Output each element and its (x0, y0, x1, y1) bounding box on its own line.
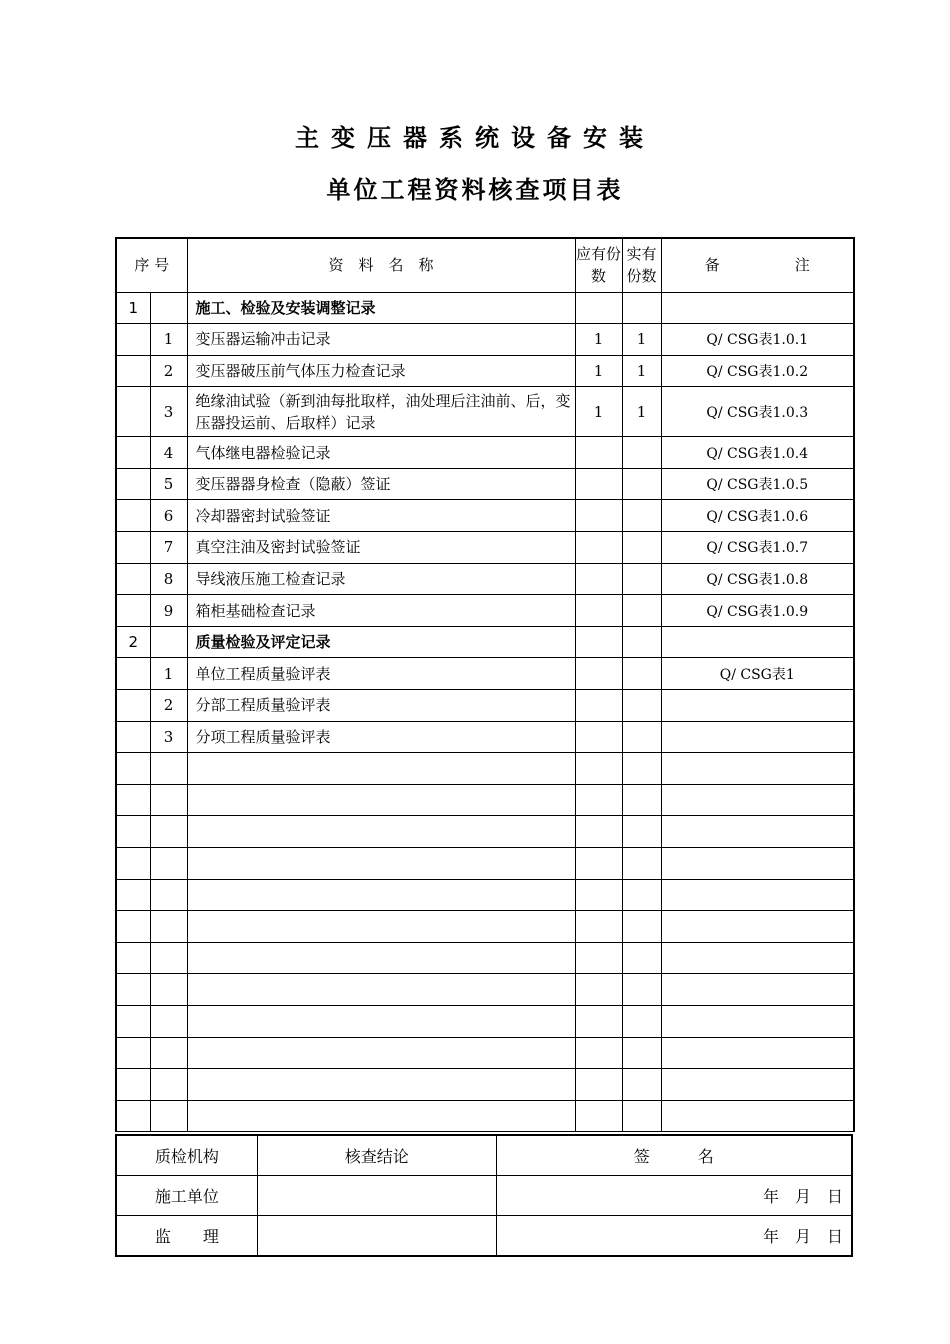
empty-remark-cell[interactable] (661, 1005, 854, 1037)
table-row (116, 355, 854, 387)
empty-remark-cell[interactable] (661, 879, 854, 911)
section-cell (116, 563, 150, 595)
empty-actual-cell[interactable] (622, 1100, 661, 1132)
empty-should-cell[interactable] (575, 848, 622, 880)
empty-no-cell[interactable] (150, 911, 187, 943)
header-row (116, 238, 854, 292)
section-cell (116, 595, 150, 627)
item-number: 5 (150, 468, 187, 500)
materials-table (115, 237, 855, 1132)
section-title: 施工、检验及安装调整记录 (187, 292, 575, 324)
empty-no-cell[interactable] (150, 1100, 187, 1132)
should-have-count: 1 (575, 355, 622, 387)
actual-count (622, 468, 661, 500)
item-name: 变压器运输冲击记录 (187, 324, 575, 356)
empty-row (116, 911, 854, 943)
empty-should-cell[interactable] (575, 974, 622, 1006)
item-remark: Q/ CSG表1.0.2 (661, 355, 854, 387)
item-name: 变压器器身检查（隐蔽）签证 (187, 468, 575, 500)
signature-table (115, 1134, 853, 1257)
item-name: 分项工程质量验评表 (187, 721, 575, 753)
empty-row (116, 1005, 854, 1037)
construction-date[interactable]: 年 月 日 (496, 1176, 852, 1216)
empty-row (116, 1069, 854, 1101)
empty-name-cell[interactable] (187, 753, 575, 785)
empty-seq-cell[interactable] (116, 1005, 150, 1037)
empty-remark-cell[interactable] (661, 816, 854, 848)
empty-no-cell[interactable] (150, 942, 187, 974)
supervision-date[interactable]: 年 月 日 (496, 1216, 852, 1257)
should-have-count (575, 658, 622, 690)
header-actual: 实有份数 (622, 238, 661, 292)
item-name: 绝缘油试验（新到油每批取样，油处理后注油前、后，变压器投运前、后取样）记录 (187, 387, 575, 437)
empty-no-cell[interactable] (150, 1069, 187, 1101)
section-cell (116, 355, 150, 387)
table-row (116, 721, 854, 753)
empty-seq-cell[interactable] (116, 879, 150, 911)
table-row (116, 437, 854, 469)
item-name: 单位工程质量验评表 (187, 658, 575, 690)
empty-name-cell[interactable] (187, 911, 575, 943)
section-subnumber (150, 292, 187, 324)
should-have-cell (575, 626, 622, 658)
table-body (116, 292, 854, 1132)
table-row (116, 532, 854, 564)
empty-actual-cell[interactable] (622, 879, 661, 911)
empty-name-cell[interactable] (187, 974, 575, 1006)
empty-remark-cell[interactable] (661, 974, 854, 1006)
signature-label: 签 名 (496, 1135, 852, 1176)
item-remark: Q/ CSG表1.0.6 (661, 500, 854, 532)
table-row (116, 324, 854, 356)
should-have-count (575, 721, 622, 753)
item-remark: Q/ CSG表1.0.4 (661, 437, 854, 469)
section-cell (116, 468, 150, 500)
section-cell (116, 721, 150, 753)
should-have-count (575, 437, 622, 469)
empty-seq-cell[interactable] (116, 1100, 150, 1132)
table-row (116, 500, 854, 532)
table-row (116, 563, 854, 595)
item-remark (661, 721, 854, 753)
empty-seq-cell[interactable] (116, 1069, 150, 1101)
item-remark: Q/ CSG表1.0.8 (661, 563, 854, 595)
item-remark: Q/ CSG表1 (661, 658, 854, 690)
empty-name-cell[interactable] (187, 1037, 575, 1069)
empty-remark-cell[interactable] (661, 1100, 854, 1132)
section-cell (116, 500, 150, 532)
empty-actual-cell[interactable] (622, 784, 661, 816)
empty-seq-cell[interactable] (116, 911, 150, 943)
item-number: 3 (150, 387, 187, 437)
section-row (116, 292, 854, 324)
empty-remark-cell[interactable] (661, 784, 854, 816)
item-name: 气体继电器检验记录 (187, 437, 575, 469)
empty-actual-cell[interactable] (622, 816, 661, 848)
empty-no-cell[interactable] (150, 1037, 187, 1069)
should-have-count (575, 595, 622, 627)
empty-name-cell[interactable] (187, 1100, 575, 1132)
empty-should-cell[interactable] (575, 942, 622, 974)
item-number: 2 (150, 355, 187, 387)
conclusion-label: 核查结论 (257, 1135, 496, 1176)
actual-count (622, 532, 661, 564)
empty-should-cell[interactable] (575, 816, 622, 848)
section-cell (116, 658, 150, 690)
section-cell (116, 387, 150, 437)
actual-count (622, 563, 661, 595)
supervision-conclusion-cell[interactable] (257, 1216, 496, 1257)
empty-seq-cell[interactable] (116, 1037, 150, 1069)
empty-should-cell[interactable] (575, 1100, 622, 1132)
table-row (116, 387, 854, 437)
empty-row (116, 848, 854, 880)
empty-actual-cell[interactable] (622, 1005, 661, 1037)
empty-remark-cell[interactable] (661, 753, 854, 785)
header-remark: 备 注 (661, 238, 854, 292)
actual-cell (622, 626, 661, 658)
section-cell (116, 437, 150, 469)
item-remark: Q/ CSG表1.0.3 (661, 387, 854, 437)
actual-count (622, 690, 661, 722)
item-remark: Q/ CSG表1.0.9 (661, 595, 854, 627)
empty-actual-cell[interactable] (622, 848, 661, 880)
empty-seq-cell[interactable] (116, 784, 150, 816)
empty-actual-cell[interactable] (622, 1037, 661, 1069)
empty-actual-cell[interactable] (622, 753, 661, 785)
table-row (116, 658, 854, 690)
section-row (116, 626, 854, 658)
header-should-have: 应有份数 (575, 238, 622, 292)
construction-unit-label: 施工单位 (116, 1176, 257, 1216)
empty-should-cell[interactable] (575, 911, 622, 943)
empty-actual-cell[interactable] (622, 911, 661, 943)
should-have-count (575, 468, 622, 500)
section-subnumber (150, 626, 187, 658)
item-remark: Q/ CSG表1.0.5 (661, 468, 854, 500)
empty-should-cell[interactable] (575, 1005, 622, 1037)
should-have-count (575, 563, 622, 595)
item-number: 7 (150, 532, 187, 564)
item-name: 箱柜基础检查记录 (187, 595, 575, 627)
empty-row (116, 816, 854, 848)
empty-row (116, 784, 854, 816)
empty-row (116, 1037, 854, 1069)
remark-cell (661, 626, 854, 658)
remark-cell (661, 292, 854, 324)
section-cell (116, 532, 150, 564)
item-number: 1 (150, 324, 187, 356)
empty-should-cell[interactable] (575, 879, 622, 911)
empty-name-cell[interactable] (187, 1069, 575, 1101)
item-name: 导线液压施工检查记录 (187, 563, 575, 595)
empty-should-cell[interactable] (575, 784, 622, 816)
item-remark (661, 690, 854, 722)
empty-row (116, 1100, 854, 1132)
qc-org-label: 质检机构 (116, 1135, 257, 1176)
empty-no-cell[interactable] (150, 1005, 187, 1037)
empty-actual-cell[interactable] (622, 942, 661, 974)
actual-count: 1 (622, 355, 661, 387)
empty-remark-cell[interactable] (661, 911, 854, 943)
section-cell (116, 324, 150, 356)
item-remark: Q/ CSG表1.0.1 (661, 324, 854, 356)
actual-count (622, 658, 661, 690)
empty-actual-cell[interactable] (622, 1069, 661, 1101)
empty-row (116, 753, 854, 785)
section-cell (116, 690, 150, 722)
empty-name-cell[interactable] (187, 784, 575, 816)
signature-row-construction (116, 1176, 852, 1216)
item-number: 1 (150, 658, 187, 690)
item-remark: Q/ CSG表1.0.7 (661, 532, 854, 564)
title-line-1: 主变压器系统设备安装 (295, 124, 655, 152)
header-seq: 序 号 (116, 238, 187, 292)
empty-row (116, 974, 854, 1006)
actual-count (622, 437, 661, 469)
item-number: 2 (150, 690, 187, 722)
empty-no-cell[interactable] (150, 784, 187, 816)
should-have-count: 1 (575, 387, 622, 437)
signature-header-row (116, 1135, 852, 1176)
actual-count (622, 595, 661, 627)
item-number: 8 (150, 563, 187, 595)
empty-no-cell[interactable] (150, 879, 187, 911)
empty-remark-cell[interactable] (661, 1037, 854, 1069)
item-number: 4 (150, 437, 187, 469)
should-have-count (575, 690, 622, 722)
empty-no-cell[interactable] (150, 848, 187, 880)
header-name: 资 料 名 称 (187, 238, 575, 292)
empty-seq-cell[interactable] (116, 753, 150, 785)
actual-count (622, 721, 661, 753)
title-line-2: 单位工程资料核查项目表 (326, 176, 624, 204)
empty-seq-cell[interactable] (116, 974, 150, 1006)
item-name: 真空注油及密封试验签证 (187, 532, 575, 564)
actual-cell (622, 292, 661, 324)
empty-name-cell[interactable] (187, 816, 575, 848)
table-row (116, 468, 854, 500)
should-have-count: 1 (575, 324, 622, 356)
empty-name-cell[interactable] (187, 1005, 575, 1037)
should-have-count (575, 500, 622, 532)
should-have-cell (575, 292, 622, 324)
section-title: 质量检验及评定记录 (187, 626, 575, 658)
empty-remark-cell[interactable] (661, 848, 854, 880)
empty-row (116, 942, 854, 974)
should-have-count (575, 532, 622, 564)
empty-row (116, 879, 854, 911)
empty-remark-cell[interactable] (661, 942, 854, 974)
empty-seq-cell[interactable] (116, 942, 150, 974)
empty-name-cell[interactable] (187, 848, 575, 880)
item-name: 分部工程质量验评表 (187, 690, 575, 722)
empty-should-cell[interactable] (575, 1069, 622, 1101)
item-name: 变压器破压前气体压力检查记录 (187, 355, 575, 387)
section-number: 2 (116, 626, 150, 658)
item-number: 9 (150, 595, 187, 627)
empty-seq-cell[interactable] (116, 848, 150, 880)
signature-row-supervision (116, 1216, 852, 1257)
empty-name-cell[interactable] (187, 879, 575, 911)
empty-remark-cell[interactable] (661, 1069, 854, 1101)
section-number: 1 (116, 292, 150, 324)
empty-name-cell[interactable] (187, 942, 575, 974)
empty-no-cell[interactable] (150, 974, 187, 1006)
actual-count: 1 (622, 324, 661, 356)
empty-no-cell[interactable] (150, 753, 187, 785)
table-row (116, 690, 854, 722)
actual-count (622, 500, 661, 532)
item-number: 6 (150, 500, 187, 532)
actual-count: 1 (622, 387, 661, 437)
construction-conclusion-cell[interactable] (257, 1176, 496, 1216)
empty-should-cell[interactable] (575, 1037, 622, 1069)
table-row (116, 595, 854, 627)
empty-actual-cell[interactable] (622, 974, 661, 1006)
item-name: 冷却器密封试验签证 (187, 500, 575, 532)
supervision-label: 监 理 (116, 1216, 257, 1257)
empty-seq-cell[interactable] (116, 816, 150, 848)
empty-no-cell[interactable] (150, 816, 187, 848)
empty-should-cell[interactable] (575, 753, 622, 785)
item-number: 3 (150, 721, 187, 753)
